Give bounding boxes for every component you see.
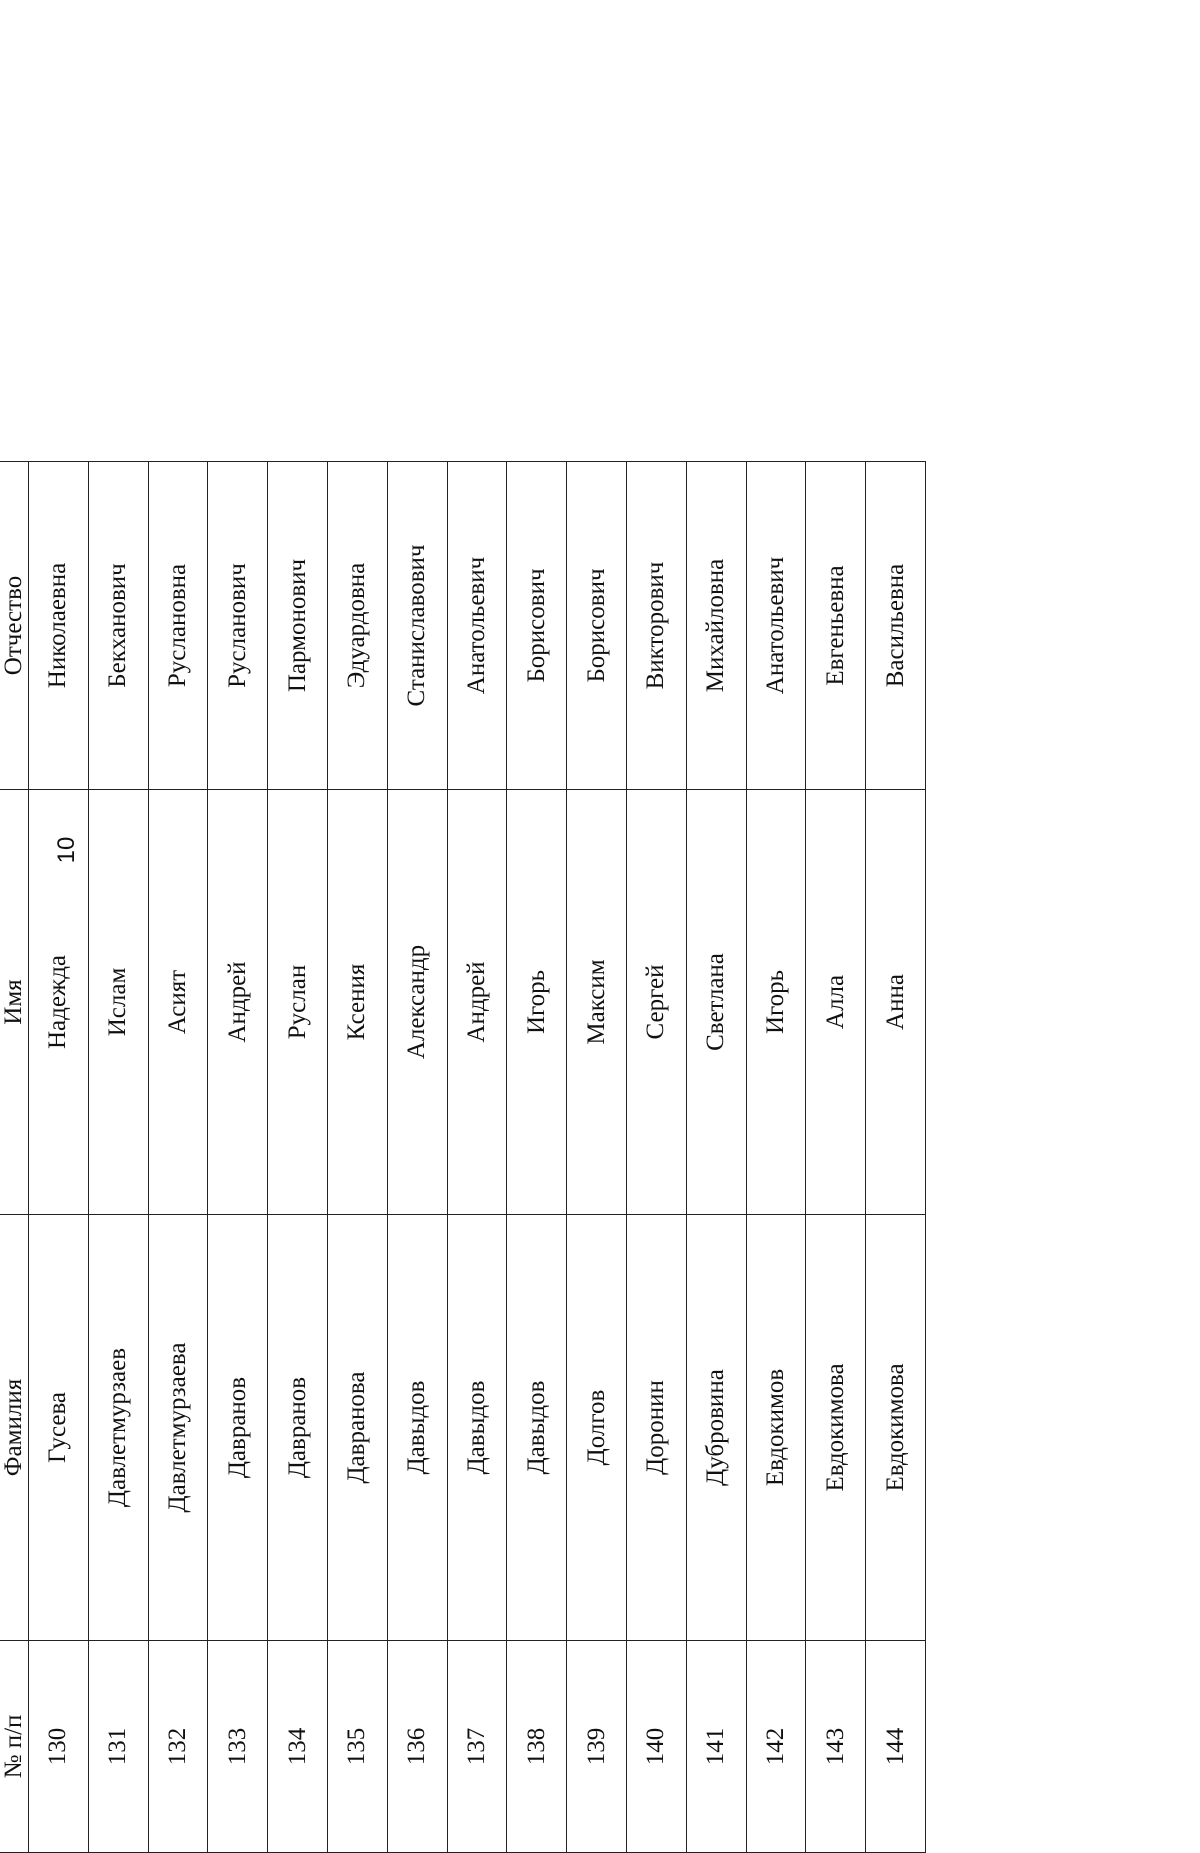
cell-number: 141 (686, 1641, 746, 1853)
table-header-row (0, 462, 29, 1853)
table-body (29, 462, 926, 1853)
cell-first-name: Максим (567, 790, 627, 1215)
cell-number: 134 (268, 1641, 328, 1853)
header-patronymic: Отчество (0, 462, 29, 790)
table-row (387, 462, 447, 1853)
table-row (447, 462, 507, 1853)
cell-last-name: Евдокимова (806, 1215, 866, 1641)
cell-first-name: Асият (148, 790, 208, 1215)
cell-last-name: Долгов (567, 1215, 627, 1641)
cell-number: 135 (327, 1641, 387, 1853)
page-number: 10 (53, 836, 80, 864)
cell-patronymic: Васильевна (866, 462, 926, 790)
cell-last-name: Евдокимова (866, 1215, 926, 1641)
cell-first-name: Андрей (208, 790, 268, 1215)
cell-first-name: Игорь (507, 790, 567, 1215)
cell-last-name: Давыдов (387, 1215, 447, 1641)
cell-patronymic: Викторович (626, 462, 686, 790)
cell-number: 130 (29, 1641, 89, 1853)
cell-first-name: Ислам (88, 790, 148, 1215)
cell-first-name: Руслан (268, 790, 328, 1215)
cell-number: 144 (866, 1641, 926, 1853)
cell-last-name: Давранова (327, 1215, 387, 1641)
header-last-name: Фамилия (0, 1215, 29, 1641)
persons-table (0, 461, 926, 1853)
cell-first-name: Надежда (29, 790, 89, 1215)
cell-patronymic: Эдуардовна (327, 462, 387, 790)
cell-last-name: Давлетмурзаева (148, 1215, 208, 1641)
table-row (29, 462, 89, 1853)
cell-first-name: Светлана (686, 790, 746, 1215)
cell-patronymic: Борисович (567, 462, 627, 790)
cell-number: 142 (746, 1641, 806, 1853)
cell-last-name: Дубровина (686, 1215, 746, 1641)
cell-last-name: Давыдов (507, 1215, 567, 1641)
cell-patronymic: Евгеньевна (806, 462, 866, 790)
table-row (208, 462, 268, 1853)
cell-patronymic: Русланович (208, 462, 268, 790)
cell-first-name: Александр (387, 790, 447, 1215)
cell-number: 132 (148, 1641, 208, 1853)
table-row (88, 462, 148, 1853)
persons-table-container (0, 462, 926, 1853)
cell-number: 143 (806, 1641, 866, 1853)
table-row (567, 462, 627, 1853)
cell-first-name: Алла (806, 790, 866, 1215)
table-row (507, 462, 567, 1853)
cell-last-name: Евдокимов (746, 1215, 806, 1641)
cell-patronymic: Михайловна (686, 462, 746, 790)
table-row (806, 462, 866, 1853)
cell-patronymic: Руслановна (148, 462, 208, 790)
cell-first-name: Андрей (447, 790, 507, 1215)
cell-first-name: Сергей (626, 790, 686, 1215)
header-number: № п/п (0, 1641, 29, 1853)
cell-patronymic: Борисович (507, 462, 567, 790)
cell-number: 140 (626, 1641, 686, 1853)
cell-number: 131 (88, 1641, 148, 1853)
cell-number: 139 (567, 1641, 627, 1853)
cell-number: 133 (208, 1641, 268, 1853)
table-row (327, 462, 387, 1853)
cell-first-name: Игорь (746, 790, 806, 1215)
cell-number: 138 (507, 1641, 567, 1853)
cell-last-name: Давыдов (447, 1215, 507, 1641)
table-row (866, 462, 926, 1853)
table-row (626, 462, 686, 1853)
cell-number: 137 (447, 1641, 507, 1853)
cell-number: 136 (387, 1641, 447, 1853)
cell-patronymic: Пармонович (268, 462, 328, 790)
table-row (148, 462, 208, 1853)
cell-last-name: Доронин (626, 1215, 686, 1641)
cell-last-name: Гусева (29, 1215, 89, 1641)
cell-patronymic: Николаевна (29, 462, 89, 790)
table-row (268, 462, 328, 1853)
cell-first-name: Ксения (327, 790, 387, 1215)
cell-last-name: Давлетмурзаев (88, 1215, 148, 1641)
table-row (686, 462, 746, 1853)
cell-first-name: Анна (866, 790, 926, 1215)
cell-last-name: Давранов (208, 1215, 268, 1641)
cell-patronymic: Анатольевич (447, 462, 507, 790)
cell-last-name: Давранов (268, 1215, 328, 1641)
table-row (746, 462, 806, 1853)
cell-patronymic: Бекханович (88, 462, 148, 790)
cell-patronymic: Анатольевич (746, 462, 806, 790)
cell-patronymic: Станиславович (387, 462, 447, 790)
header-first-name: Имя (0, 790, 29, 1215)
